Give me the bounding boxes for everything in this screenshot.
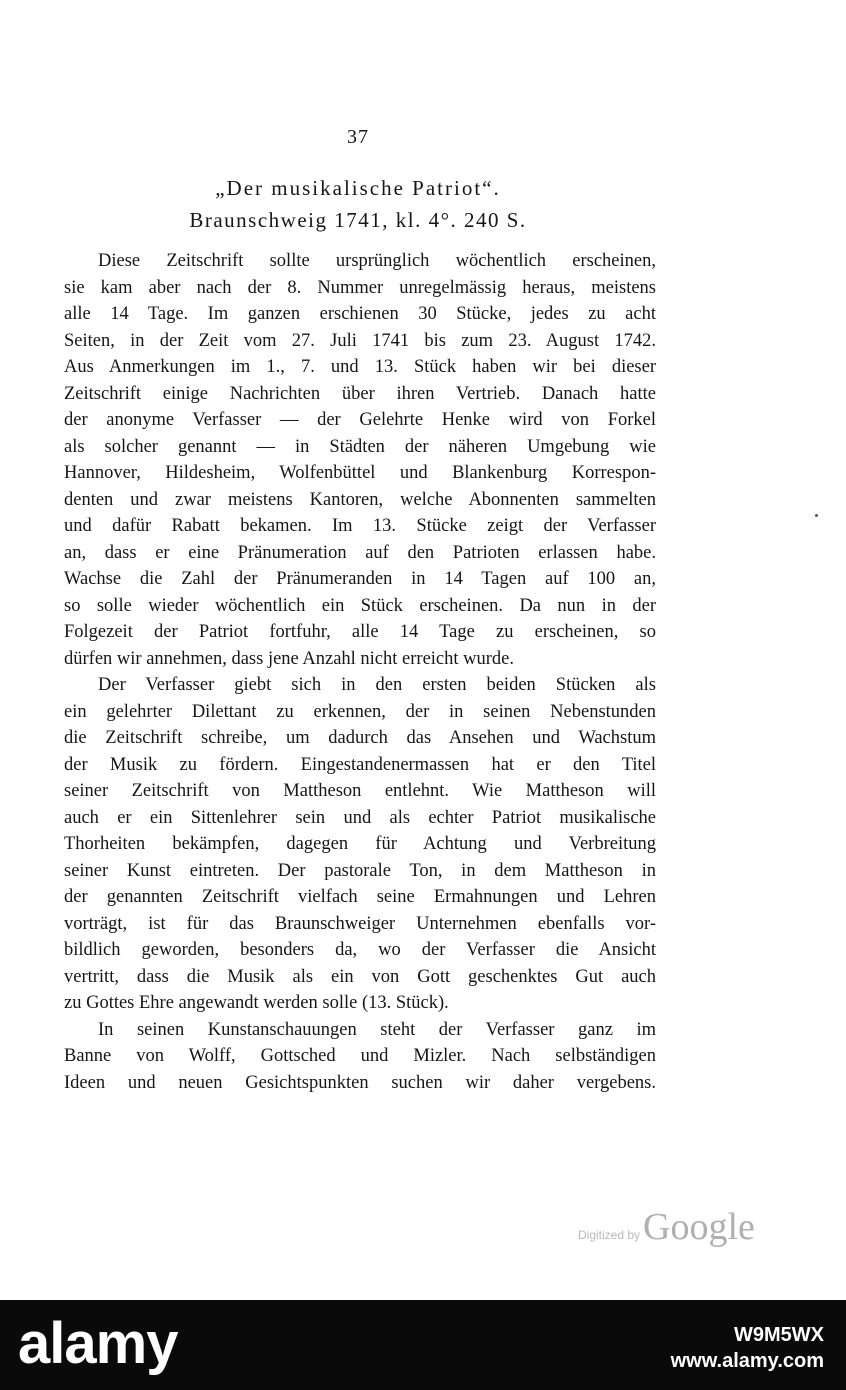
text-line: seiner Zeitschrift von Mattheson entlehnt. Wie Mattheson will — [64, 781, 656, 801]
text-line: alle 14 Tage. Im ganzen erschienen 30 Stücke, jedes zu acht — [64, 304, 656, 324]
text-line: der Musik zu fördern. Eingestandenermassen hat er den Titel — [64, 754, 656, 775]
watermark-prefix: Digitized by — [578, 1228, 641, 1242]
section-title: „Der musikalische Patriot“. — [215, 176, 501, 200]
stock-logo: alamy — [18, 1311, 178, 1376]
text-line: vorträgt, ist für das Braunschweiger Unternehmen ebenfalls vor- — [64, 913, 656, 934]
text-line: Zeitschrift einige Nachrichten über ihren Vertrieb. Danach hatte — [64, 383, 656, 404]
digitized-watermark — [578, 1205, 755, 1249]
body-text — [64, 248, 656, 1096]
text-line: Folgezeit der Patriot fortfuhr, alle 14 Tage zu erscheinen, so — [64, 622, 656, 642]
text-line: der anonyme Verfasser — der Gelehrte Henke wird von Forkel — [64, 410, 656, 430]
text-line: Seiten, in der Zeit vom 27. Juli 1741 bis zum 23. August 1742. — [64, 330, 656, 351]
text-line: Hannover, Hildesheim, Wolfenbüttel und Blankenburg Korrespon- — [64, 463, 656, 483]
text-line: seiner Kunst eintreten. Der pastorale Ton, in dem Mattheson in — [64, 860, 656, 881]
text-line: Ideen und neuen Gesichtspunkten suchen wir daher vergebens. — [64, 1072, 656, 1093]
text-line: In seinen Kunstanschauungen steht der Verfasser ganz im — [98, 1019, 656, 1040]
text-line: Aus Anmerkungen im 1., 7. und 13. Stück haben wir bei dieser — [64, 357, 656, 377]
text-line: Der Verfasser giebt sich in den ersten beiden Stücken als — [98, 675, 656, 695]
stock-url: www.alamy.com — [670, 1350, 824, 1372]
text-line: Banne von Wolff, Gottsched und Mizler. Nach selbständigen — [64, 1046, 656, 1066]
text-line: sie kam aber nach der 8. Nummer unregelmässig heraus, meistens — [64, 277, 656, 298]
text-line: als solcher genannt — in Städten der näheren Umgebung wie — [64, 436, 656, 457]
text-line: zu Gottes Ehre angewandt werden solle (13. Stück). — [64, 993, 449, 1013]
page-number: 37 — [347, 126, 369, 148]
text-line: auch er ein Sittenlehrer sein und als echter Patriot musikalische — [64, 807, 656, 828]
text-line: so solle wieder wöchentlich ein Stück erscheinen. Da nun in der — [64, 595, 656, 616]
section-subtitle: Braunschweig 1741, kl. 4°. 240 S. — [189, 208, 527, 232]
text-line: ein gelehrter Dilettant zu erkennen, der in seinen Nebenstunden — [64, 701, 656, 722]
stock-banner — [0, 1300, 846, 1390]
text-line: vertritt, dass die Musik als ein von Gott geschenktes Gut auch — [64, 966, 656, 987]
scan-speck — [815, 514, 818, 517]
text-line: dürfen wir annehmen, dass jene Anzahl nicht erreicht wurde. — [64, 648, 514, 669]
text-line: die Zeitschrift schreibe, um dadurch das Ansehen und Wachstum — [64, 728, 656, 748]
text-line: der genannten Zeitschrift vielfach seine Ermahnungen und Lehren — [64, 887, 656, 907]
text-line: Diese Zeitschrift sollte ursprünglich wöchentlich erscheinen, — [98, 251, 656, 271]
watermark-brand: Google — [643, 1206, 755, 1248]
stock-info — [671, 1322, 824, 1374]
stock-image-id: W9M5WX — [734, 1324, 824, 1346]
text-line: und dafür Rabatt bekamen. Im 13. Stücke zeigt der Verfasser — [64, 516, 656, 536]
text-line: Wachse die Zahl der Pränumeranden in 14 Tagen auf 100 an, — [64, 569, 656, 589]
text-line: denten und zwar meistens Kantoren, welche Abonnenten sammelten — [64, 489, 656, 510]
text-line: an, dass er eine Pränumeration auf den Patrioten erlassen habe. — [64, 542, 656, 563]
text-line: bildlich geworden, besonders da, wo der Verfasser die Ansicht — [64, 940, 656, 960]
text-line: Thorheiten bekämpfen, dagegen für Achtung und Verbreitung — [64, 834, 656, 854]
